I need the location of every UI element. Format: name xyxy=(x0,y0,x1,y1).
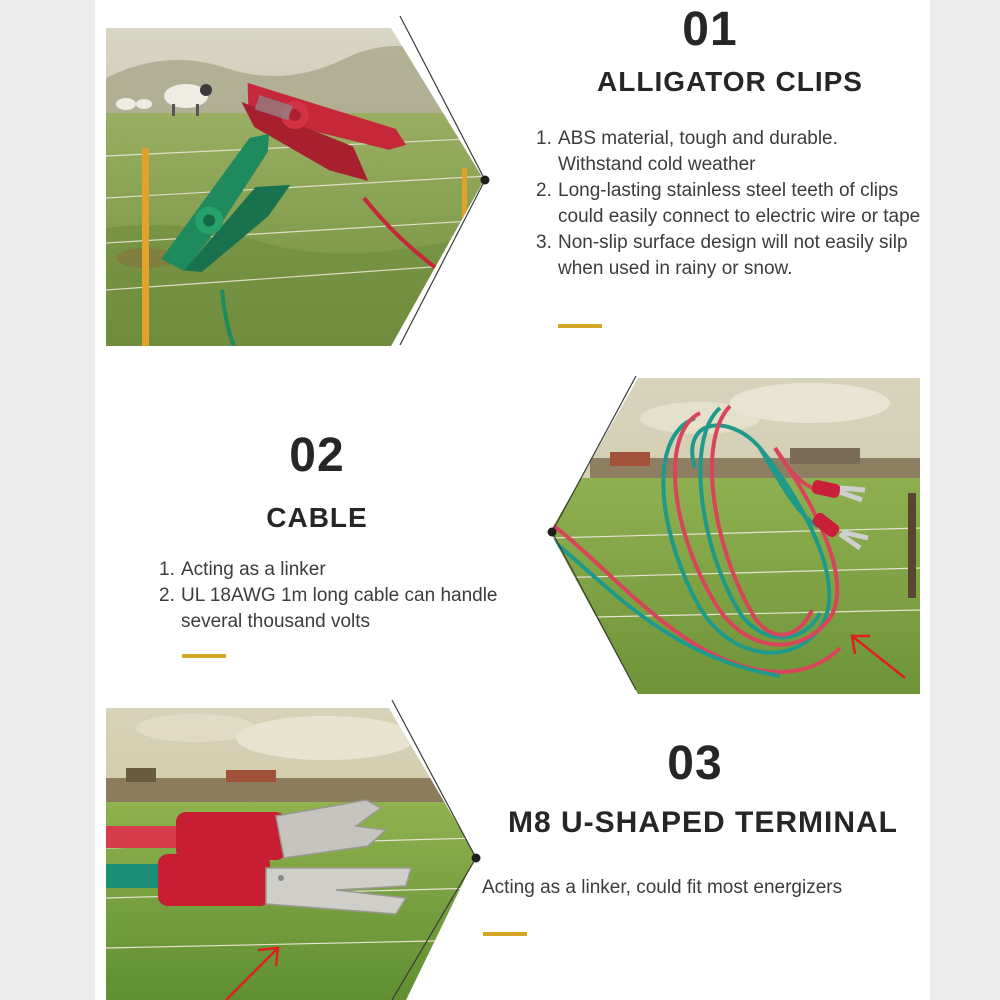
section-title: ALLIGATOR CLIPS xyxy=(597,66,863,97)
list-item: 2. Long-lasting stainless steel teeth of clips could easily connect to electric wire or tape xyxy=(536,180,921,227)
accent-divider xyxy=(182,654,226,658)
feature-text: Acting as a linker, could fit most energizers xyxy=(482,877,843,898)
list-item: 1. ABS material, tough and durable. Withstand cold weather xyxy=(536,128,838,175)
feature-list xyxy=(536,126,926,282)
section-title: CABLE xyxy=(266,502,368,533)
accent-divider xyxy=(558,324,602,328)
section-number: 02 xyxy=(289,429,345,482)
section-number: 01 xyxy=(682,3,738,56)
section-number: 03 xyxy=(667,737,723,790)
accent-divider xyxy=(483,932,527,936)
u-terminal-photo xyxy=(106,708,478,1000)
feature-list xyxy=(159,557,519,635)
list-item: 2. UL 18AWG 1m long cable can handle several thousand volts xyxy=(159,585,498,632)
section-title: M8 U-SHAPED TERMINAL xyxy=(507,806,898,839)
alligator-clips-photo xyxy=(106,28,488,346)
list-item: 3. Non-slip surface design will not easily silp when used in rainy or snow. xyxy=(536,232,908,279)
cable-photo xyxy=(550,378,920,694)
list-item: 1. Acting as a linker xyxy=(159,559,326,580)
